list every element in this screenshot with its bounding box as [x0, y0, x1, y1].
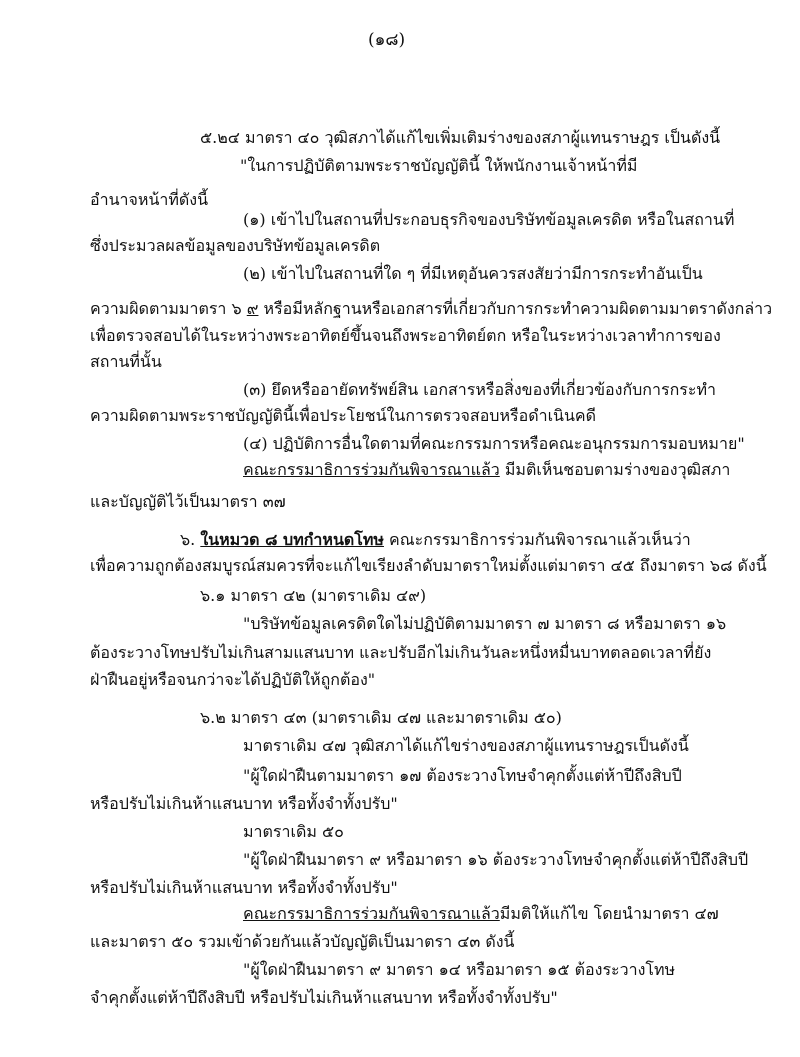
paragraph-line: "ผู้ใดฝ่าฝืนตามมาตรา ๑๗ ต้องระวางโทษจำคุกตั้งแต่ห้าปีถึงสิบปี	[243, 766, 682, 785]
text-span: หรือมีหลักฐานหรือเอกสารที่เกี่ยวกับการกระทำความผิดตามมาตราดังกล่าว	[258, 299, 773, 318]
paragraph-line: และมาตรา ๕๐ รวมเข้าด้วยกันแล้วบัญญัติเป็นมาตรา ๔๓ ดังนี้	[90, 932, 515, 951]
subsection-6-1: ๖.๑ มาตรา ๔๒ (มาตราเดิม ๔๙)	[200, 586, 427, 605]
paragraph-line: มาตราเดิม ๔๗ วุฒิสภาได้แก้ไขร่างของสภาผู้แทนราษฎรเป็นดังนี้	[243, 736, 689, 755]
paragraph-line: "ผู้ใดฝ่าฝืนมาตรา ๙ หรือมาตรา ๑๖ ต้องระวางโทษจำคุกตั้งแต่ห้าปีถึงสิบปี	[243, 850, 749, 869]
paragraph-line: ต้องระวางโทษปรับไม่เกินสามแสนบาท และปรับอีกไม่เกินวันละหนึ่งหมื่นบาทตลอดเวลาที่ยัง	[90, 643, 712, 662]
subsection-6-2: ๖.๒ มาตรา ๔๓ (มาตราเดิม ๔๗ และมาตราเดิม ๕๐)	[200, 708, 562, 727]
text-span: ความผิดตามมาตรา ๖	[90, 299, 247, 318]
paragraph-line: ซึ่งประมวลผลข้อมูลของบริษัทข้อมูลเครดิต	[90, 236, 381, 255]
section-5-24-heading: ๕.๒๔ มาตรา ๔๐ วุฒิสภาได้แก้ไขเพิ่มเติมร่างของสภาผู้แทนราษฎร เป็นดังนี้	[200, 128, 721, 147]
paragraph-line	[90, 299, 772, 319]
text-span: มีมติเห็นชอบตามร่างของวุฒิสภา	[499, 460, 731, 479]
page-number: (๑๘)	[368, 30, 406, 50]
paragraph-line: "บริษัทข้อมูลเครดิตใดไม่ปฏิบัติตามมาตรา ๗ มาตรา ๘ หรือมาตรา ๑๖	[243, 614, 727, 633]
list-item-2: (๒) เข้าไปในสถานที่ใด ๆ ที่มีเหตุอันควรสงสัยว่ามีการกระทำอันเป็น	[243, 264, 703, 283]
underlined-phrase: คณะกรรมาธิการร่วมกันพิจารณาแล้ว	[243, 904, 500, 923]
committee-resolution	[243, 904, 719, 924]
list-item-4: (๔) ปฏิบัติการอื่นใดตามที่คณะกรรมการหรือคณะอนุกรรมการมอบหมาย"	[243, 434, 745, 453]
paragraph-line: "ผู้ใดฝ่าฝืนมาตรา ๙ มาตรา ๑๔ หรือมาตรา ๑๕ ต้องระวางโทษ	[243, 960, 676, 979]
list-item-3: (๓) ยึดหรืออายัดทรัพย์สิน เอกสารหรือสิ่งของที่เกี่ยวข้องกับการกระทำ	[243, 380, 716, 399]
underlined-heading: ในหมวด ๘ บทกำหนดโทษ	[200, 530, 384, 549]
text-span: มีมติให้แก้ไข โดยนำมาตรา ๔๗	[499, 904, 719, 923]
underlined-number: ๙	[246, 299, 259, 318]
underlined-phrase: คณะกรรมาธิการร่วมกันพิจารณาแล้ว	[243, 460, 500, 479]
paragraph-line: จำคุกตั้งแต่ห้าปีถึงสิบปี หรือปรับไม่เกินห้าแสนบาท หรือทั้งจำทั้งปรับ"	[90, 988, 558, 1007]
paragraph-line: หรือปรับไม่เกินห้าแสนบาท หรือทั้งจำทั้งปรับ"	[90, 794, 398, 813]
list-item-1: (๑) เข้าไปในสถานที่ประกอบธุรกิจของบริษัทข้อมูลเครดิต หรือในสถานที่	[243, 210, 735, 229]
paragraph-line: หรือปรับไม่เกินห้าแสนบาท หรือทั้งจำทั้งปรับ"	[90, 878, 398, 897]
paragraph-line: สถานที่นั้น	[90, 352, 162, 371]
paragraph-line: "ในการปฏิบัติตามพระราชบัญญัตินี้ ให้พนักงานเจ้าหน้าที่มี	[240, 156, 638, 175]
committee-resolution	[243, 460, 730, 480]
text-span: คณะกรรมาธิการร่วมกันพิจารณาแล้วเห็นว่า	[383, 530, 691, 549]
paragraph-line: ความผิดตามพระราชบัญญัตินี้เพื่อประโยชน์ในการตรวจสอบหรือดำเนินคดี	[90, 406, 597, 425]
paragraph-line: เพื่อตรวจสอบได้ในระหว่างพระอาทิตย์ขึ้นจนถึงพระอาทิตย์ตก หรือในระหว่างเวลาทำการของ	[90, 326, 721, 345]
paragraph-line: เพื่อความถูกต้องสมบูรณ์สมควรที่จะแก้ไขเรียงลำดับมาตราใหม่ตั้งแต่มาตรา ๔๕ ถึงมาตรา ๖๘ ดังนี้	[90, 556, 767, 575]
paragraph-line: มาตราเดิม ๕๐	[243, 822, 344, 841]
paragraph-line: และบัญญัติไว้เป็นมาตรา ๓๗	[90, 492, 286, 511]
paragraph-line: ฝ่าฝืนอยู่หรือจนกว่าจะได้ปฏิบัติให้ถูกต้อง"	[90, 670, 376, 689]
section-6-heading	[180, 530, 691, 550]
paragraph-line: อำนาจหน้าที่ดังนี้	[90, 190, 209, 209]
text-span: ๖.	[180, 530, 201, 549]
